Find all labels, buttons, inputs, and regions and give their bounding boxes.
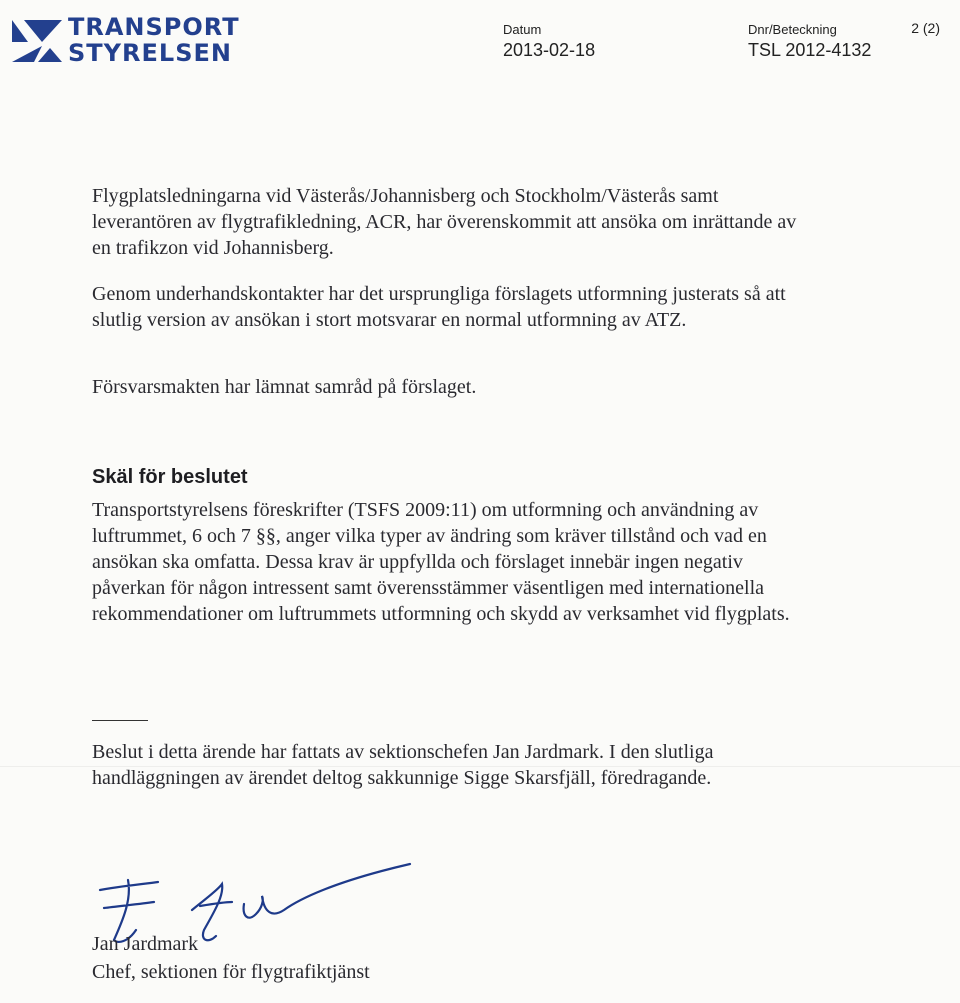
decision-text: Beslut i detta ärende har fattats av sektionschefen Jan Jardmark. I den slutliga handläggningen av ärendet deltog sakkunnige Sigge Skarsfjäll, föredragande. xyxy=(92,741,714,789)
signatory-title: Chef, sektionen för flygtrafiktjänst xyxy=(92,961,370,983)
signatory-name: Jan Jardmark xyxy=(92,933,199,955)
section-heading: Skäl för beslutet xyxy=(92,466,248,488)
reference-label: Dnr/Beteckning xyxy=(748,22,837,37)
paragraph-adjustments: Genom underhandskontakter har det ursprungliga förslagets utformning justerats så att slutlig version av ansökan i stort motsvarar en normal utformning av ATZ. xyxy=(92,283,786,331)
page-number: 2 (2) xyxy=(911,20,940,36)
logo-line-2: STYRELSEN xyxy=(68,39,232,67)
logo-line-1: TRANSPORT xyxy=(68,13,240,41)
divider-rule xyxy=(92,720,148,721)
transportstyrelsen-logo-mark-icon xyxy=(12,16,62,66)
date-label: Datum xyxy=(503,22,542,37)
paragraph-application: Flygplatsledningarna vid Västerås/Johannisberg och Stockholm/Västerås samt leverantören av flygtrafikledning, ACR, har överenskommit att ansöka om inrättande av en trafikzon vid Johannisberg. xyxy=(92,185,797,259)
date-value: 2013-02-18 xyxy=(503,40,596,60)
paragraph-consultation: Försvarsmakten har lämnat samråd på förslaget. xyxy=(92,376,477,398)
section-text: Transportstyrelsens föreskrifter (TSFS 2009:11) om utformning och användning av luftrummet, 6 och 7 §§, anger vilka typer av ändring som kräver tillstånd och vad en ansökan ska omfatta. Dessa krav är uppfyllda och förslaget innebär ingen negativ påverkan för någon intressent samt överensstämmer väsentligen med internationella rekommendationer om luftrummets utformning och skydd av verksamhet vid flygplats. xyxy=(92,499,790,625)
reference-value: TSL 2012-4132 xyxy=(748,40,872,60)
logo xyxy=(12,14,252,70)
